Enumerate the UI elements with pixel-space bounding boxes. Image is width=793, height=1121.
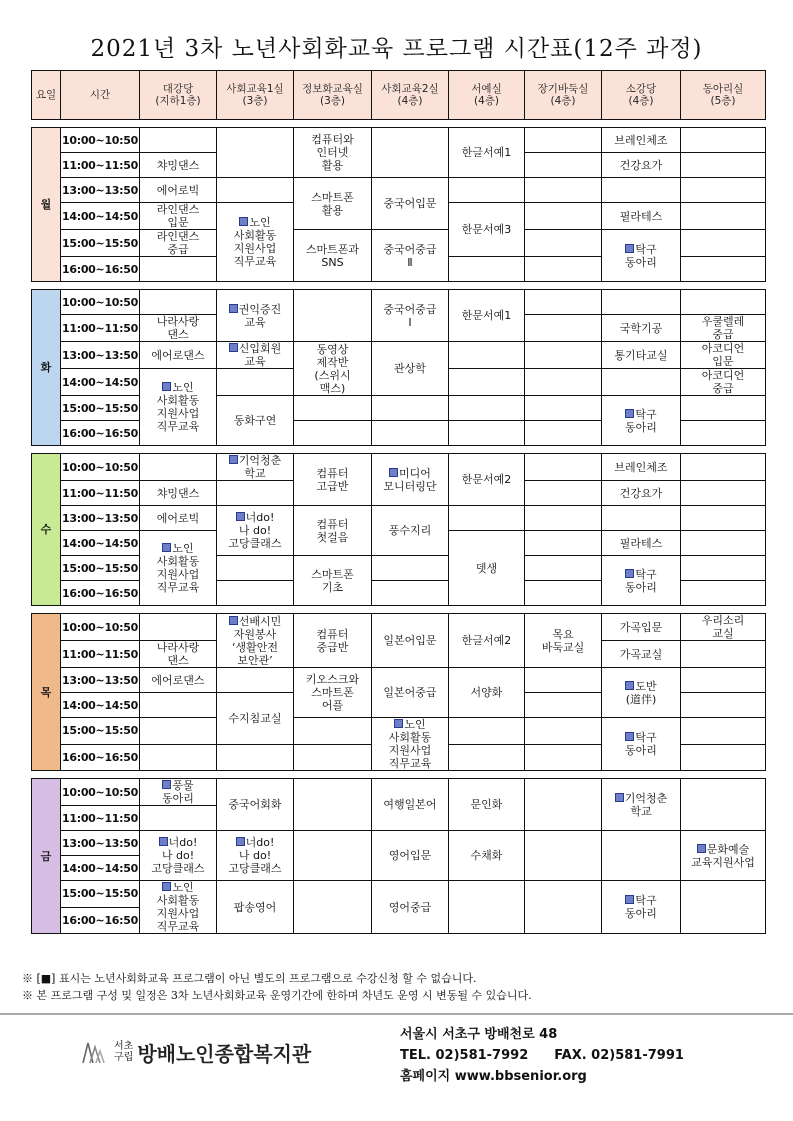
day-separator — [32, 282, 766, 290]
program-cell — [681, 290, 766, 315]
program-cell — [140, 806, 217, 831]
separate-program-icon — [625, 244, 634, 253]
program-cell: 동화구연 — [217, 396, 294, 446]
day-separator — [32, 446, 766, 454]
separate-program-icon — [625, 732, 634, 741]
time-slot: 10:00~10:50 — [61, 290, 140, 315]
program-cell — [217, 668, 294, 693]
program-cell: 라인댄스 입문 — [140, 203, 217, 230]
program-cell: 도반 (道伴) — [602, 668, 681, 718]
program-cell: 에어로빅 — [140, 506, 217, 531]
day-label: 수 — [32, 454, 61, 606]
notes — [22, 970, 532, 1004]
note-1: ※ [■] 표시는 노년사회화교육 프로그램이 아닌 별도의 프로그램으로 수강신청 할 수 없습니다. — [22, 972, 477, 985]
separate-program-icon — [229, 616, 238, 625]
program-cell — [372, 421, 449, 446]
separate-program-icon — [162, 882, 171, 891]
program-cell — [449, 718, 525, 745]
program-cell: 한글서예1 — [449, 128, 525, 178]
program-cell — [294, 881, 372, 934]
time-slot: 11:00~11:50 — [61, 806, 140, 831]
program-cell: 중국어회화 — [217, 779, 294, 831]
program-cell — [140, 128, 217, 153]
table-row — [32, 668, 766, 693]
program-cell: 너do! 나 do! 고당클래스 — [217, 506, 294, 556]
program-cell: 통기타교실 — [602, 342, 681, 369]
program-cell — [602, 178, 681, 203]
program-cell — [525, 421, 602, 446]
time-slot: 15:00~15:50 — [61, 396, 140, 421]
program-cell — [525, 369, 602, 396]
program-cell — [217, 556, 294, 581]
program-cell: 에어로빅 — [140, 178, 217, 203]
program-cell: 키오스크와 스마트폰 어플 — [294, 668, 372, 718]
time-slot: 10:00~10:50 — [61, 128, 140, 153]
program-cell — [681, 718, 766, 745]
program-cell: 동영상 제작반 (스위시 맥스) — [294, 342, 372, 396]
day-label: 금 — [32, 779, 61, 934]
table-row — [32, 128, 766, 153]
program-cell — [602, 290, 681, 315]
program-cell: 목요 바둑교실 — [525, 614, 602, 668]
table-row — [32, 454, 766, 481]
separate-program-icon — [615, 793, 624, 802]
header-cell: 장기바둑실 (4층) — [525, 71, 602, 120]
table-row — [32, 230, 766, 257]
fax: FAX. 02)581-7991 — [554, 1048, 684, 1063]
program-cell: 영어입문 — [372, 831, 449, 881]
program-cell: 문인화 — [449, 779, 525, 831]
program-cell: 가곡입문 — [602, 614, 681, 641]
program-cell — [372, 581, 449, 606]
program-cell: 에어로댄스 — [140, 342, 217, 369]
program-cell — [294, 744, 372, 771]
program-cell: 컴퓨터 고급반 — [294, 454, 372, 506]
program-cell — [681, 693, 766, 718]
table-row — [32, 342, 766, 369]
program-cell — [681, 396, 766, 421]
program-cell — [681, 257, 766, 282]
program-cell — [449, 881, 525, 934]
day-separator — [32, 606, 766, 614]
header-cell: 대강당 (지하1층) — [140, 71, 217, 120]
time-slot: 16:00~16:50 — [61, 581, 140, 606]
program-cell — [525, 668, 602, 693]
table-row — [32, 831, 766, 856]
table-row — [32, 779, 766, 806]
time-slot: 11:00~11:50 — [61, 641, 140, 668]
program-cell: 스마트폰 활용 — [294, 178, 372, 230]
program-cell: 스마트폰과 SNS — [294, 230, 372, 282]
program-cell: 우쿨렐레 중급 — [681, 315, 766, 342]
org-logo — [80, 1037, 311, 1067]
address: 서울시 서초구 방배천로 48 — [400, 1027, 558, 1042]
time-slot: 16:00~16:50 — [61, 907, 140, 934]
separate-program-icon — [229, 304, 238, 313]
separate-program-icon — [236, 837, 245, 846]
program-cell — [681, 230, 766, 257]
program-cell — [525, 153, 602, 178]
program-cell: 너do! 나 do! 고당클래스 — [217, 831, 294, 881]
separate-program-icon — [229, 343, 238, 352]
program-cell — [217, 581, 294, 606]
program-cell: 노인 사회활동 지원사업 직무교육 — [140, 369, 217, 446]
header-cell: 소강당 (4층) — [602, 71, 681, 120]
program-cell — [449, 396, 525, 421]
time-slot: 11:00~11:50 — [61, 481, 140, 506]
program-cell: 탁구 동아리 — [602, 881, 681, 934]
program-cell: 미디어 모니터링단 — [372, 454, 449, 506]
program-cell — [140, 718, 217, 745]
program-cell: 기억청춘 학교 — [217, 454, 294, 481]
program-cell — [449, 257, 525, 282]
program-cell: 수채화 — [449, 831, 525, 881]
program-cell — [140, 257, 217, 282]
tel: TEL. 02)581-7992 — [400, 1048, 529, 1063]
time-slot: 13:00~13:50 — [61, 342, 140, 369]
program-cell — [602, 831, 681, 881]
program-cell: 에어로댄스 — [140, 668, 217, 693]
program-cell: 한문서예1 — [449, 290, 525, 342]
time-slot: 13:00~13:50 — [61, 668, 140, 693]
program-cell: 수지침교실 — [217, 693, 294, 745]
program-cell — [681, 203, 766, 230]
program-cell — [681, 506, 766, 531]
table-row — [32, 178, 766, 203]
program-cell: 라인댄스 중급 — [140, 230, 217, 257]
program-cell: 한문서예3 — [449, 203, 525, 257]
time-slot: 14:00~14:50 — [61, 693, 140, 718]
program-cell: 아코디언 입문 — [681, 342, 766, 369]
time-slot: 10:00~10:50 — [61, 614, 140, 641]
program-cell — [525, 718, 602, 745]
program-cell — [681, 641, 766, 668]
program-cell — [217, 481, 294, 506]
program-cell: 나라사랑 댄스 — [140, 315, 217, 342]
table-row — [32, 718, 766, 745]
time-slot: 15:00~15:50 — [61, 881, 140, 908]
program-cell: 일본어입문 — [372, 614, 449, 668]
program-cell — [681, 668, 766, 693]
page-title: 2021년 3차 노년사회화교육 프로그램 시간표(12주 과정) — [90, 36, 703, 62]
program-cell — [525, 881, 602, 934]
program-cell — [372, 396, 449, 421]
program-cell — [449, 178, 525, 203]
time-slot: 14:00~14:50 — [61, 856, 140, 881]
program-cell — [681, 779, 766, 831]
separate-program-icon — [239, 217, 248, 226]
program-cell — [525, 556, 602, 581]
header-cell: 서예실 (4층) — [449, 71, 525, 120]
program-cell: 뎃생 — [449, 531, 525, 606]
program-cell: 브레인체조 — [602, 454, 681, 481]
program-cell: 챠밍댄스 — [140, 153, 217, 178]
program-cell — [525, 342, 602, 369]
program-cell: 중국어입문 — [372, 178, 449, 230]
time-slot: 16:00~16:50 — [61, 744, 140, 771]
homepage: 홈페이지 www.bbsenior.org — [400, 1069, 587, 1084]
time-slot: 10:00~10:50 — [61, 779, 140, 806]
program-cell — [681, 531, 766, 556]
header-cell: 동아리실 (5층) — [681, 71, 766, 120]
program-cell: 스마트폰 기초 — [294, 556, 372, 606]
program-cell: 국학기공 — [602, 315, 681, 342]
note-2: ※ 본 프로그램 구성 및 일정은 3차 노년사회화교육 운영기간에 한하며 차년도 운영 시 변동될 수 있습니다. — [22, 989, 532, 1002]
time-slot: 14:00~14:50 — [61, 203, 140, 230]
separate-program-icon — [162, 382, 171, 391]
program-cell — [372, 556, 449, 581]
program-cell — [525, 481, 602, 506]
program-cell — [602, 506, 681, 531]
program-cell — [602, 369, 681, 396]
program-cell — [525, 396, 602, 421]
table-row — [32, 881, 766, 908]
program-cell — [525, 178, 602, 203]
program-cell: 탁구 동아리 — [602, 396, 681, 446]
logo-small-text — [114, 1041, 133, 1063]
program-cell: 챠밍댄스 — [140, 481, 217, 506]
time-slot: 14:00~14:50 — [61, 531, 140, 556]
program-cell — [681, 744, 766, 771]
program-cell — [449, 506, 525, 531]
program-cell: 우리소리 교실 — [681, 614, 766, 641]
program-cell — [294, 831, 372, 881]
program-cell — [681, 421, 766, 446]
time-slot: 15:00~15:50 — [61, 230, 140, 257]
program-cell: 노인 사회활동 지원사업 직무교육 — [372, 718, 449, 771]
separate-program-icon — [625, 895, 634, 904]
program-cell — [294, 290, 372, 342]
program-cell — [449, 342, 525, 369]
day-separator — [32, 771, 766, 779]
program-cell — [525, 531, 602, 556]
program-cell: 노인 사회활동 지원사업 직무교육 — [217, 203, 294, 282]
time-slot: 16:00~16:50 — [61, 421, 140, 446]
time-slot: 11:00~11:50 — [61, 315, 140, 342]
program-cell: 컴퓨터 중급반 — [294, 614, 372, 668]
program-cell: 관상학 — [372, 342, 449, 396]
program-cell — [681, 581, 766, 606]
program-cell — [525, 230, 602, 257]
day-label: 화 — [32, 290, 61, 446]
time-slot: 16:00~16:50 — [61, 257, 140, 282]
program-cell — [449, 421, 525, 446]
separate-program-icon — [625, 569, 634, 578]
program-cell — [140, 454, 217, 481]
org-name: 방배노인종합복지관 — [137, 1041, 312, 1066]
program-cell: 한문서예2 — [449, 454, 525, 506]
day-separator — [32, 120, 766, 128]
program-cell — [525, 744, 602, 771]
program-cell: 필라테스 — [602, 203, 681, 230]
program-cell — [449, 744, 525, 771]
program-cell — [525, 203, 602, 230]
time-slot: 15:00~15:50 — [61, 556, 140, 581]
program-cell — [140, 693, 217, 718]
program-cell: 필라테스 — [602, 531, 681, 556]
separate-program-icon — [697, 844, 706, 853]
program-cell: 신입회원 교육 — [217, 342, 294, 369]
separate-program-icon — [159, 837, 168, 846]
header-cell: 사회교육1실 (3층) — [217, 71, 294, 120]
time-slot: 13:00~13:50 — [61, 831, 140, 856]
program-cell — [449, 369, 525, 396]
separate-program-icon — [162, 780, 171, 789]
program-cell — [525, 831, 602, 881]
program-cell — [525, 581, 602, 606]
contact-info — [400, 1024, 710, 1087]
program-cell: 컴퓨터 첫걸음 — [294, 506, 372, 556]
separate-program-icon — [236, 512, 245, 521]
program-cell: 건강요가 — [602, 153, 681, 178]
program-cell — [294, 718, 372, 745]
program-cell: 권익증진 교육 — [217, 290, 294, 342]
program-cell — [681, 881, 766, 934]
program-cell: 영어중급 — [372, 881, 449, 934]
program-cell: 풍물 동아리 — [140, 779, 217, 806]
program-cell — [681, 178, 766, 203]
program-cell: 브레인체조 — [602, 128, 681, 153]
separate-program-icon — [389, 468, 398, 477]
time-slot: 10:00~10:50 — [61, 454, 140, 481]
header-cell: 정보화교육실 (3층) — [294, 71, 372, 120]
table-row — [32, 290, 766, 315]
program-cell: 너do! 나 do! 고당클래스 — [140, 831, 217, 881]
header-cell: 요일 — [32, 71, 61, 120]
header-cell: 사회교육2실 (4층) — [372, 71, 449, 120]
day-label: 목 — [32, 614, 61, 771]
program-cell — [525, 315, 602, 342]
logo-small-line-2: 구립 — [114, 1052, 134, 1063]
table-row — [32, 506, 766, 531]
program-cell: 팝송영어 — [217, 881, 294, 934]
separate-program-icon — [394, 719, 403, 728]
program-cell — [217, 744, 294, 771]
table-row — [32, 614, 766, 641]
day-label: 월 — [32, 128, 61, 282]
program-cell — [681, 128, 766, 153]
program-cell: 나라사랑 댄스 — [140, 641, 217, 668]
program-cell — [217, 128, 294, 178]
header-cell: 시간 — [61, 71, 140, 120]
program-cell — [294, 421, 372, 446]
program-cell — [525, 454, 602, 481]
program-cell: 서양화 — [449, 668, 525, 718]
program-cell — [140, 290, 217, 315]
program-cell — [525, 779, 602, 831]
program-cell — [294, 396, 372, 421]
separate-program-icon — [229, 455, 238, 464]
program-cell — [294, 779, 372, 831]
time-slot: 15:00~15:50 — [61, 718, 140, 745]
time-slot: 14:00~14:50 — [61, 369, 140, 396]
org-logo-icon — [80, 1039, 106, 1065]
program-cell: 가곡교실 — [602, 641, 681, 668]
time-slot: 13:00~13:50 — [61, 506, 140, 531]
program-cell: 컴퓨터와 인터넷 활용 — [294, 128, 372, 178]
program-cell — [140, 744, 217, 771]
program-cell — [217, 178, 294, 203]
program-cell: 문화예술 교육지원사업 — [681, 831, 766, 881]
program-cell: 아코디언 중급 — [681, 369, 766, 396]
time-slot: 11:00~11:50 — [61, 153, 140, 178]
footer-divider — [0, 1013, 793, 1015]
program-cell: 여행일본어 — [372, 779, 449, 831]
separate-program-icon — [162, 543, 171, 552]
program-cell — [681, 153, 766, 178]
program-cell — [525, 693, 602, 718]
program-cell: 일본어중급 — [372, 668, 449, 718]
program-cell: 중국어중급 Ⅰ — [372, 290, 449, 342]
separate-program-icon — [625, 409, 634, 418]
program-cell — [681, 556, 766, 581]
program-cell: 건강요가 — [602, 481, 681, 506]
program-cell — [140, 614, 217, 641]
program-cell: 풍수지리 — [372, 506, 449, 556]
program-cell: 기억청춘 학교 — [602, 779, 681, 831]
program-cell: 노인 사회활동 지원사업 직무교육 — [140, 881, 217, 934]
program-cell: 노인 사회활동 지원사업 직무교육 — [140, 531, 217, 606]
program-cell — [372, 128, 449, 178]
program-cell: 한글서예2 — [449, 614, 525, 668]
time-slot: 13:00~13:50 — [61, 178, 140, 203]
program-cell: 선배시민 자원봉사 ‘생활안전 보안관’ — [217, 614, 294, 668]
program-cell: 탁구 동아리 — [602, 556, 681, 606]
program-cell — [525, 257, 602, 282]
program-cell: 탁구 동아리 — [602, 230, 681, 282]
program-cell — [525, 290, 602, 315]
program-cell — [681, 454, 766, 481]
program-cell: 탁구 동아리 — [602, 718, 681, 771]
separate-program-icon — [625, 681, 634, 690]
program-cell — [525, 128, 602, 153]
program-cell — [681, 481, 766, 506]
program-cell: 중국어중급 Ⅱ — [372, 230, 449, 282]
logo-small-line-1: 서초 — [114, 1041, 134, 1052]
program-cell — [217, 369, 294, 396]
program-cell — [525, 506, 602, 531]
timetable — [31, 70, 766, 934]
